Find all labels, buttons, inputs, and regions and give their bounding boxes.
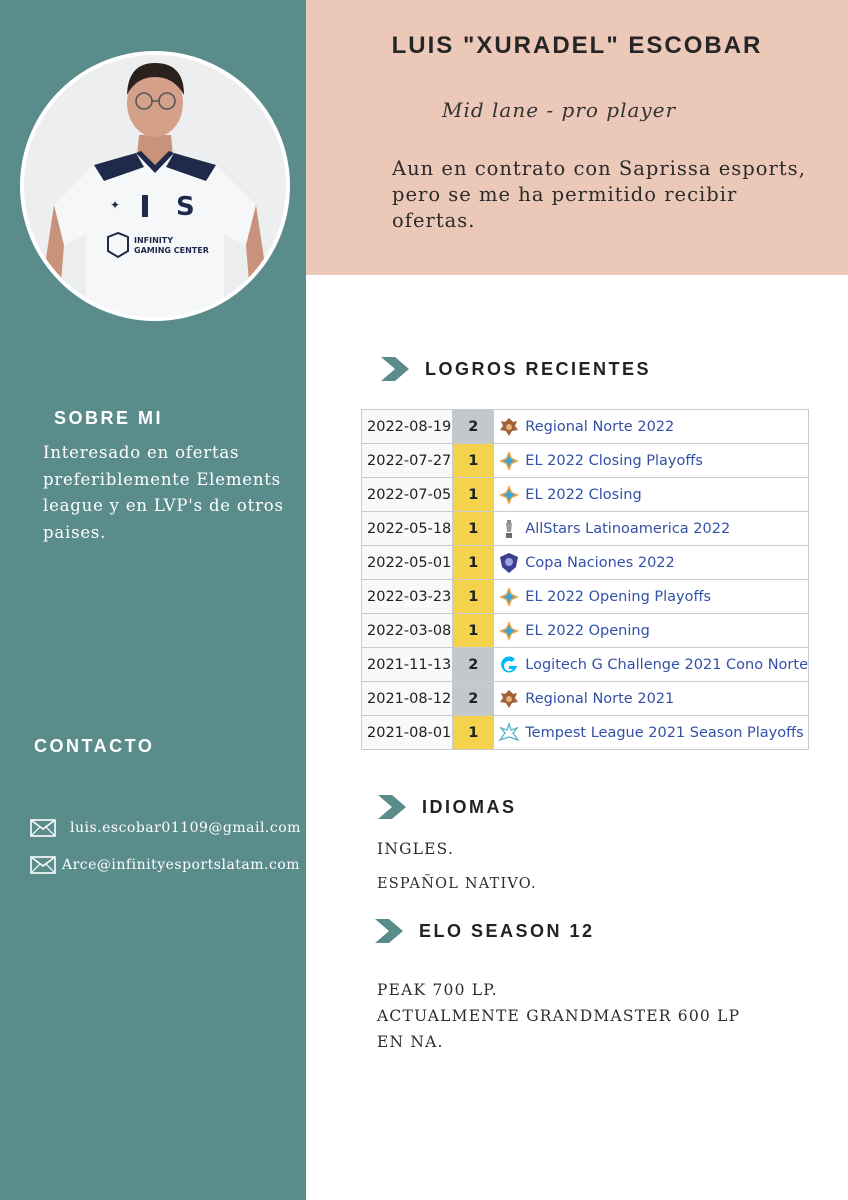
achievement-place: 1 [453, 716, 494, 750]
player-portrait [24, 55, 286, 317]
achievement-date: 2021-11-13 [362, 648, 453, 682]
achievement-event-cell [494, 444, 809, 478]
contact-email-row[interactable] [30, 853, 300, 877]
achievement-event-cell [494, 716, 809, 750]
jersey-letter: S [176, 192, 195, 222]
achievement-event-link[interactable]: EL 2022 Closing [525, 486, 642, 503]
chevron-right-icon [375, 919, 403, 943]
achievement-place: 2 [453, 682, 494, 716]
achievement-row [362, 716, 809, 750]
contact-email-row[interactable] [30, 816, 301, 840]
achievement-event-cell [494, 614, 809, 648]
achievement-date: 2022-05-18 [362, 512, 453, 546]
achievement-row [362, 682, 809, 716]
achievement-date: 2022-03-23 [362, 580, 453, 614]
achievement-event-link[interactable]: Tempest League 2021 Season Playoffs [525, 724, 804, 741]
achievement-place: 1 [453, 580, 494, 614]
achievement-row [362, 580, 809, 614]
achievement-event-link[interactable]: Logitech G Challenge 2021 Cono Norte [525, 656, 808, 673]
elo-line: ACTUALMENTE GRANDMASTER 600 LP [377, 1007, 741, 1025]
tempest-league-icon [498, 722, 520, 744]
player-name: LUIS "XURADEL" ESCOBAR [391, 32, 763, 59]
regional-norte-crest-icon [498, 416, 520, 438]
about-heading: SOBRE MI [54, 408, 164, 428]
contact-heading: CONTACTO [34, 736, 155, 756]
achievement-place: 1 [453, 512, 494, 546]
achievement-place: 2 [453, 648, 494, 682]
elements-league-icon [498, 450, 520, 472]
contact-email-1[interactable]: luis.escobar01109@gmail.com [70, 820, 301, 836]
achievement-date: 2022-03-08 [362, 614, 453, 648]
logitech-g-icon [498, 654, 520, 676]
achievement-date: 2022-05-01 [362, 546, 453, 580]
achievement-row [362, 546, 809, 580]
about-text: Interesado en ofertas preferiblemente Elements league y en LVP's de otros paises. [43, 443, 284, 542]
achievement-event-cell [494, 682, 809, 716]
achievement-date: 2021-08-12 [362, 682, 453, 716]
jersey-logo-line1: INFINITY [134, 236, 174, 245]
achievement-date: 2021-08-01 [362, 716, 453, 750]
profile-photo [20, 51, 290, 321]
language-item: ESPAÑOL NATIVO. [377, 876, 537, 892]
languages-heading: IDIOMAS [422, 796, 517, 817]
achievement-event-link[interactable]: Copa Naciones 2022 [525, 554, 675, 571]
copa-naciones-shield-icon [498, 552, 520, 574]
achievement-event-cell [494, 478, 809, 512]
achievement-event-cell [494, 512, 809, 546]
achievement-date: 2022-07-27 [362, 444, 453, 478]
achievement-row [362, 444, 809, 478]
achievement-row [362, 410, 809, 444]
achievement-row [362, 648, 809, 682]
achievement-row [362, 478, 809, 512]
achievement-place: 1 [453, 614, 494, 648]
achievement-event-cell [494, 648, 809, 682]
achievement-place: 1 [453, 478, 494, 512]
achievement-event-cell [494, 546, 809, 580]
achievement-place: 2 [453, 410, 494, 444]
achievement-date: 2022-07-05 [362, 478, 453, 512]
achievement-event-link[interactable]: Regional Norte 2021 [525, 690, 675, 707]
elo-line: PEAK 700 LP. [377, 981, 498, 999]
achievement-date: 2022-08-19 [362, 410, 453, 444]
achievement-event-link[interactable]: EL 2022 Opening [525, 622, 650, 639]
achievement-place: 1 [453, 546, 494, 580]
achievement-event-link[interactable]: AllStars Latinoamerica 2022 [525, 520, 731, 537]
language-item: INGLES. [377, 840, 455, 858]
elo-section-header [375, 919, 595, 943]
svg-text:✦: ✦ [110, 198, 121, 212]
contact-email-2[interactable]: Arce@infinityesportslatam.com [62, 857, 301, 873]
player-role: Mid lane - pro player [442, 98, 677, 122]
achievement-event-cell [494, 580, 809, 614]
achievement-event-cell [494, 410, 809, 444]
chevron-right-icon [381, 357, 409, 381]
achievement-row [362, 512, 809, 546]
elements-league-icon [498, 620, 520, 642]
contract-note: Aun en contrato con Saprissa esports, pero se me ha permitido recibir ofertas. [392, 157, 806, 232]
languages-section-header [378, 795, 517, 819]
envelope-icon [30, 819, 56, 837]
elo-line: EN NA. [377, 1033, 444, 1051]
chevron-right-icon [378, 795, 406, 819]
elements-league-icon [498, 484, 520, 506]
achievements-table [361, 409, 809, 750]
jersey-logo-line2: GAMING CENTER [134, 246, 209, 255]
achievement-event-link[interactable]: EL 2022 Opening Playoffs [525, 588, 712, 605]
achievement-place: 1 [453, 444, 494, 478]
elo-heading: ELO SEASON 12 [419, 920, 595, 941]
envelope-icon [30, 856, 56, 874]
regional-norte-crest-icon [498, 688, 520, 710]
achievements-heading: LOGROS RECIENTES [425, 358, 652, 379]
trophy-icon [498, 518, 520, 540]
achievements-section-header [381, 357, 651, 381]
achievement-event-link[interactable]: EL 2022 Closing Playoffs [525, 452, 703, 469]
achievement-row [362, 614, 809, 648]
elements-league-icon [498, 586, 520, 608]
achievement-event-link[interactable]: Regional Norte 2022 [525, 418, 675, 435]
